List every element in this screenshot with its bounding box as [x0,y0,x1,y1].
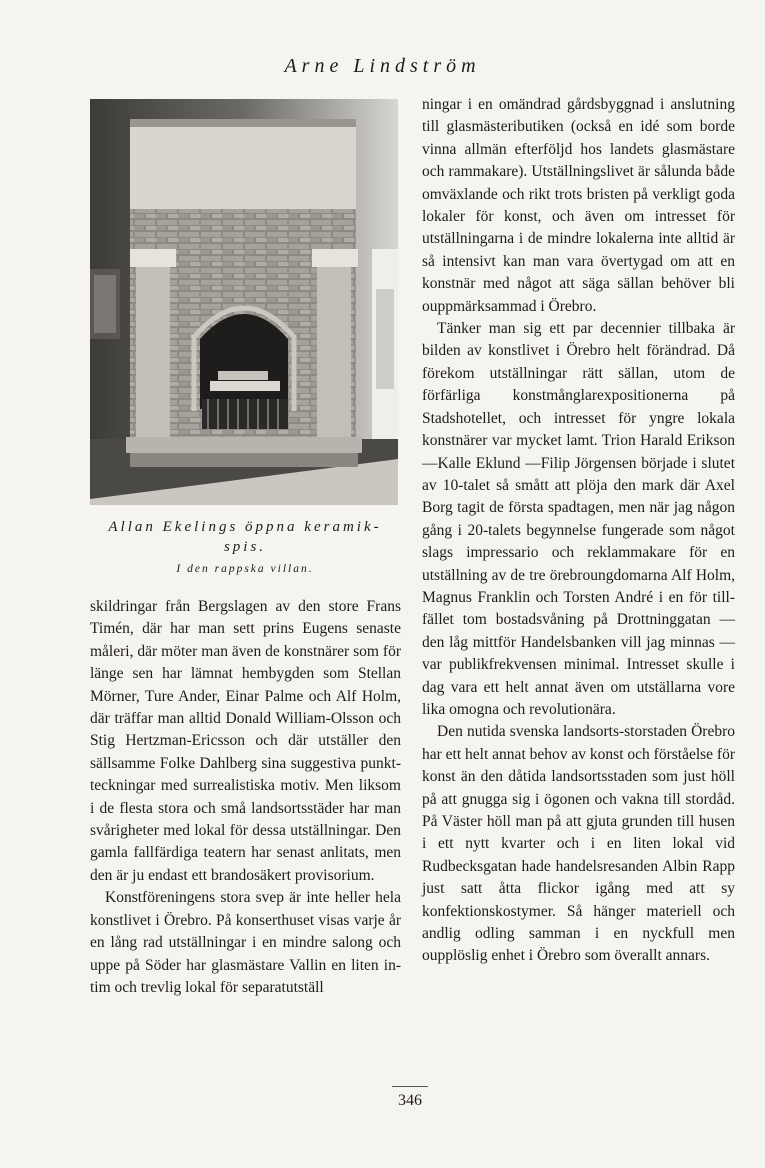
page-number-rule [392,1086,428,1087]
fireplace-photo [90,99,398,505]
running-header: Arne Lindström [284,55,481,77]
paragraph: Konstföreningens stora svep är inte heller hela konstlivet i Örebro. På konserthuset visas varje år en lång rad utställningar i en mindre salong och uppe på Söder har glasmästare Vallin en liten intim och trevlig lokal för separatutställ [90,889,401,996]
caption-title: Allan Ekelings öppna keramik-spis. [108,519,382,555]
left-text-column [90,596,401,999]
paragraph: ningar i en omändrad gårdsbyggnad i anslutning till glasmästeributiken (också en idé som borde vinna allmän efterföljd hos landets glasmästare och rammakare). Utställningslivet är sålunda både omväxlande och rikt trots bristen på verkligt goda lokaler för konst, och även om intresset för utställningarna i de mindre lokalerna inte alltid är så intensivt kan man vara övertygad om att en konstnär med något att säga sällan behöver bli ouppmärksammad i Örebro. [422,96,735,315]
page-number: 346 [398,1092,422,1109]
paragraph: skildringar från Bergslagen av den store Frans Timén, där har man sett prins Eugens senaste måleri, där möter man även de konstnärer som för länge sen har lämnat hembygden som Stellan Mörner, Ture Ander, Einar Palme och Alf Holm, där träffar man alltid Donald William-Olsson och Stig Hertzman-Ericsson och där utställer den sällsamme Folke Dahlberg sina suggestiva punkt-teckningar med surrealistiska motiv. Men liksom i de flesta stora och små landsortsstäder har man svårigheter med lokal för dessa utställningar. Den gamla fallfärdiga teatern har senast anlitats, men den är ju endast ett brandosäkert provisorium. [90,598,401,884]
paragraph: Tänker man sig ett par decennier tillbaka är bilden av konstlivet i Örebro helt förändrad. Då förekom utställningar rätt sällan, utom de förfärliga konstmånglarexpositionerna på Stadshotellet, och intresset för yngre lokala konstnärer var mycket lamt. Trion Harald Erikson—Kalle Eklund —Filip Jörgensen började i slutet av 10-talet så smått att plöja den mark där Axel Borg tagit de första spadtagen, men när jag någon gång i 20-talets begynnelse fungerade som något slags impressario och reklammakare för en utställning av de tre örebroungdomarna Alf Holm, Magnus Franklin och Torsten André i en för tillfället tom bostadsvåning på Drottninggatan — den låg mittför Handelsbanken vill jag minnas — var publikfrekvensen minimal. Intresset skulle i dag vara ett helt annat även om utställarna vore lika omogna och revolutionära. [422,320,735,718]
figure-caption [90,517,400,575]
caption-subtitle: I den rappska villan. [176,563,314,575]
paragraph: Den nutida svenska landsorts-storstaden Örebro har ett helt annat behov av konst och förståelse för konst än den dåtida landsortsstaden som just höll på att gnugga sig i ögonen och vakna till stordåd. På Väster höll man på att gjuta grunden till husen i ett nytt kvarter och i en liten lokal vid Rudbecksgatan hade handelsresanden Albin Rapp just satt åtta flickor igång med att sy konfektionskostymer. Så hänger materiell och andlig odling samman i en nyckfull men oupplöslig enhet i Örebro som överallt annars. [422,723,735,965]
right-text-column [422,94,735,968]
fireplace-illustration [90,99,398,505]
